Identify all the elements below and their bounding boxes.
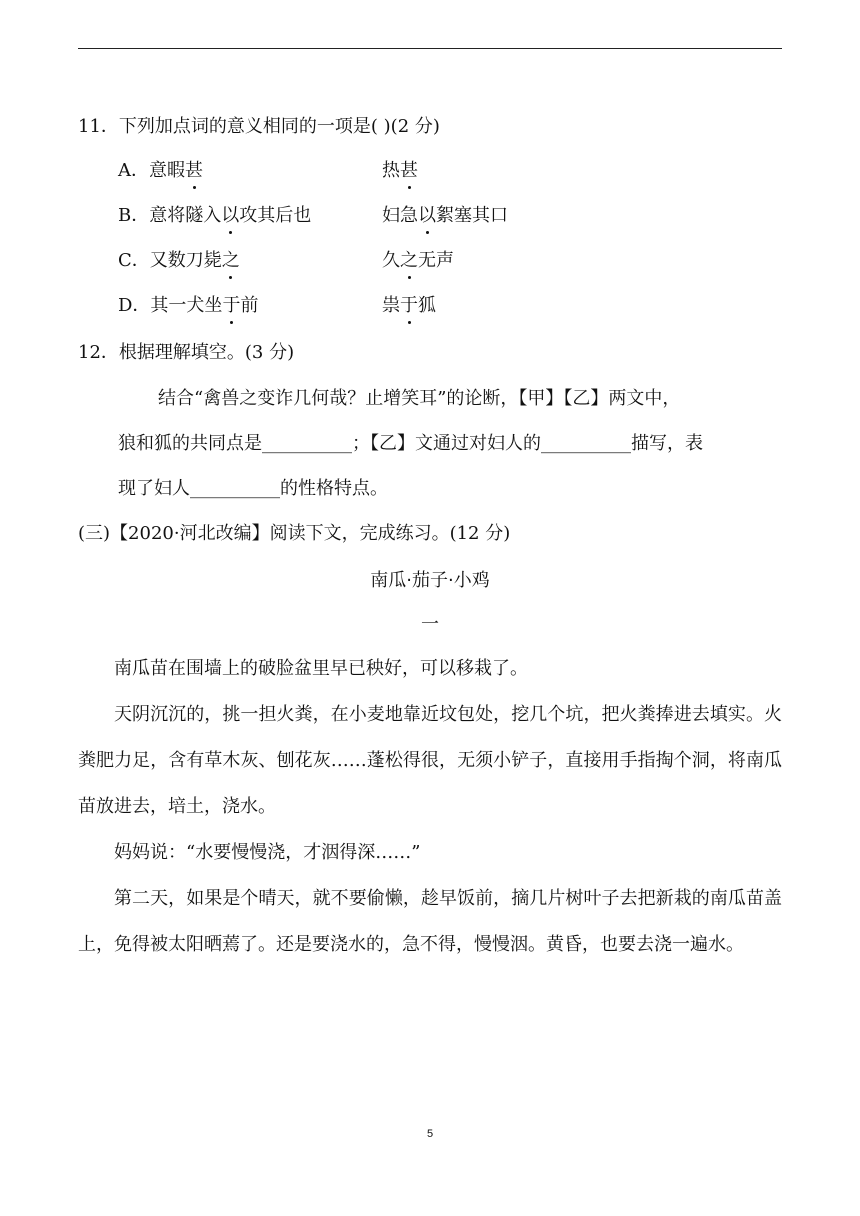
- section-3-heading: (三)【2020·河北改编】阅读下文，完成练习。(12 分): [78, 523, 511, 544]
- passage-part-number: 一: [421, 614, 439, 635]
- option-d-left: D．其一犬坐于前: [118, 293, 258, 319]
- option-c-left: C．又数刀毙之: [118, 248, 240, 274]
- option-a-left: A．意暇甚: [118, 158, 203, 184]
- dotted-char: 以: [221, 203, 239, 229]
- dotted-char: 以: [418, 203, 436, 229]
- option-d-right: 祟于狐: [382, 293, 436, 319]
- question-12-line-3: 现了妇人__________的性格特点。: [118, 478, 388, 499]
- dotted-char: 于: [400, 293, 418, 319]
- question-12-line-1: 结合“禽兽之变诈几何哉？止增笑耳”的论断，【甲】【乙】两文中，: [158, 388, 681, 409]
- dotted-char: 之: [400, 248, 418, 274]
- passage-paragraph-3: 妈妈说：“水要慢慢浇，才洇得深……”: [114, 842, 421, 863]
- dotted-char: 甚: [185, 158, 203, 184]
- passage-title: 南瓜·茄子·小鸡: [370, 570, 490, 591]
- page-number: 5: [426, 1128, 434, 1140]
- dotted-char: 于: [222, 293, 240, 319]
- header-rule: [78, 48, 782, 49]
- option-a-right: 热甚: [382, 158, 418, 184]
- option-c-right: 久之无声: [382, 248, 454, 274]
- dotted-char: 甚: [400, 158, 418, 184]
- passage-paragraph-4: 第二天，如果是个晴天，就不要偷懒，趁早饭前，摘几片树叶子去把新栽的南瓜苗盖上，免得被太阳晒蔫了。还是要浇水的，急不得，慢慢洇。黄昏，也要去浇一遍水。: [78, 888, 782, 955]
- passage-paragraph-2: 天阴沉沉的，挑一担火粪，在小麦地靠近坟包处，挖几个坑，把火粪捧进去填实。火粪肥力足，含有草木灰、刨花灰……蓬松得很，无须小铲子，直接用手指掏个洞，将南瓜苗放进去，培土，浇水。: [78, 704, 782, 817]
- question-11-stem: 11．下列加点词的意义相同的一项是( )(2 分): [78, 116, 440, 137]
- question-12-line-2: 狼和狐的共同点是__________；【乙】文通过对妇人的__________描写，表: [118, 433, 703, 454]
- dotted-char: 之: [222, 248, 240, 274]
- option-b-right: 妇急以絮塞其口: [382, 203, 508, 229]
- option-b-left: B．意将隧入以攻其后也: [118, 203, 311, 229]
- passage-paragraph-1: 南瓜苗在围墙上的破脸盆里早已秧好，可以移栽了。: [114, 658, 528, 679]
- question-12-stem: 12．根据理解填空。(3 分): [78, 342, 295, 363]
